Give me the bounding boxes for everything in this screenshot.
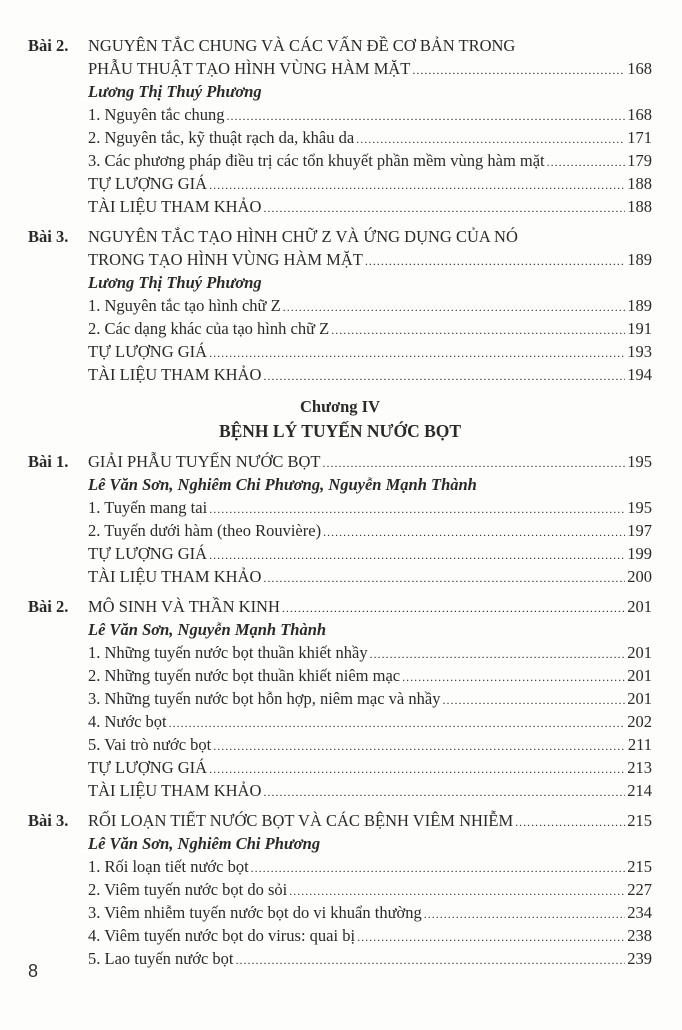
dot-leader (263, 365, 625, 388)
page-ref: 188 (627, 174, 652, 193)
page-ref: 171 (627, 128, 652, 147)
dot-leader (251, 857, 626, 880)
dot-leader (356, 128, 625, 151)
page-ref: 238 (627, 926, 652, 945)
toc-item-text[interactable]: 3. Các phương pháp điều trị các tổn khuyết phần mềm vùng hàm mặt (88, 151, 545, 170)
toc-item[interactable] (28, 294, 652, 317)
toc-item-text[interactable]: 2. Tuyến dưới hàm (theo Rouvière) (88, 521, 322, 540)
toc-item[interactable] (28, 710, 652, 733)
toc-item-text[interactable]: 1. Rối loạn tiết nước bọt (88, 857, 249, 876)
toc-item[interactable] (28, 126, 652, 149)
dot-leader (402, 666, 625, 689)
dot-leader (547, 151, 626, 174)
page-ref: 215 (627, 811, 652, 830)
lesson-title[interactable]: PHẪU THUẬT TẠO HÌNH VÙNG HÀM MẶT (88, 59, 411, 78)
page-ref: 201 (627, 666, 652, 685)
lesson-title-row[interactable] (28, 34, 652, 57)
dot-leader (289, 880, 625, 903)
lesson-title[interactable]: NGUYÊN TẮC CHUNG VÀ CÁC VẤN ĐỀ CƠ BẢN TRONG (88, 36, 516, 55)
dot-leader (209, 758, 625, 781)
toc-item-text[interactable]: 1. Nguyên tắc chung (88, 105, 225, 124)
toc-item-text[interactable]: 5. Vai trò nước bọt (88, 735, 212, 754)
page-ref: 168 (627, 105, 652, 124)
page-ref: 195 (627, 452, 652, 471)
lesson-title-row[interactable] (28, 809, 652, 832)
dot-leader (209, 174, 625, 197)
page-ref: 234 (627, 903, 652, 922)
page-ref: 199 (627, 544, 652, 563)
toc-item[interactable] (28, 901, 652, 924)
toc-item-text[interactable]: TÀI LIỆU THAM KHẢO (88, 365, 262, 384)
page-ref: 168 (627, 59, 652, 78)
lesson-label: Bài 2. (28, 36, 69, 55)
dot-leader (209, 498, 625, 521)
page-ref: 215 (627, 857, 652, 876)
dot-leader (515, 811, 625, 834)
lesson-title[interactable]: MÔ SINH VÀ THẦN KINH (88, 597, 280, 616)
dot-leader (227, 105, 626, 128)
toc-item[interactable] (28, 664, 652, 687)
lesson-authors: Lương Thị Thuý Phương (88, 273, 262, 292)
toc-item[interactable] (28, 756, 652, 779)
dot-leader (442, 689, 625, 712)
lesson-label: Bài 2. (28, 597, 69, 616)
lesson-authors: Lê Văn Sơn, Nghiêm Chi Phương, Nguyễn Mạnh Thành (88, 475, 477, 494)
page-ref: 201 (627, 597, 652, 616)
toc-item[interactable] (28, 103, 652, 126)
toc-item-text[interactable]: TỰ LƯỢNG GIÁ (88, 342, 208, 361)
toc-lesson (28, 450, 652, 588)
dot-leader (370, 643, 626, 666)
chapter-heading (28, 394, 652, 444)
toc-item[interactable] (28, 496, 652, 519)
chapter-number: Chương IV (299, 397, 381, 416)
toc-item[interactable] (28, 878, 652, 901)
dot-leader (209, 544, 625, 567)
chapter-title: BỆNH LÝ TUYẾN NƯỚC BỌT (218, 421, 462, 441)
lesson-label: Bài 3. (28, 811, 69, 830)
lesson-authors: Lê Văn Sơn, Nghiêm Chi Phương (88, 834, 321, 853)
toc-item[interactable] (28, 340, 652, 363)
lesson-title-row[interactable] (28, 248, 652, 271)
lesson-title[interactable]: RỐI LOẠN TIẾT NƯỚC BỌT VÀ CÁC BỆNH VIÊM NHIỄM (88, 811, 514, 830)
toc-item-text[interactable]: 1. Tuyến mang tai (88, 498, 208, 517)
toc-lesson (28, 809, 652, 970)
dot-leader (323, 521, 625, 544)
lesson-label: Bài 1. (28, 452, 69, 471)
toc-item-text[interactable]: TÀI LIỆU THAM KHẢO (88, 781, 262, 800)
page-ref: 202 (627, 712, 652, 731)
toc-item[interactable] (28, 542, 652, 565)
toc-lesson (28, 595, 652, 802)
lesson-label: Bài 3. (28, 227, 69, 246)
toc-item-text[interactable]: 2. Nguyên tắc, kỹ thuật rạch da, khâu da (88, 128, 355, 147)
author-row (28, 473, 652, 496)
toc-item-text[interactable]: 3. Những tuyến nước bọt hỗn hợp, niêm mạc và nhầy (88, 689, 441, 708)
page-ref: 197 (627, 521, 652, 540)
toc-item[interactable] (28, 924, 652, 947)
toc-item-text[interactable]: 1. Những tuyến nước bọt thuần khiết nhầy (88, 643, 368, 662)
page-ref: 191 (627, 319, 652, 338)
author-row (28, 271, 652, 294)
toc-item[interactable] (28, 641, 652, 664)
page-ref: 189 (627, 250, 652, 269)
lesson-authors: Lương Thị Thuý Phương (88, 82, 262, 101)
page-ref: 213 (627, 758, 652, 777)
page-ref: 201 (627, 689, 652, 708)
dot-leader (323, 452, 626, 475)
page-number: 8 (28, 961, 39, 981)
lesson-title[interactable]: GIẢI PHẪU TUYẾN NƯỚC BỌT (88, 452, 321, 471)
author-row (28, 832, 652, 855)
toc-item-text[interactable]: TÀI LIỆU THAM KHẢO (88, 567, 262, 586)
dot-leader (263, 567, 625, 590)
toc-item[interactable] (28, 565, 652, 588)
dot-leader (365, 250, 625, 273)
toc-item[interactable] (28, 519, 652, 542)
author-row (28, 618, 652, 641)
page-ref: 195 (627, 498, 652, 517)
toc-item-text[interactable]: 3. Viêm nhiễm tuyến nước bọt do vi khuẩn thường (88, 903, 422, 922)
toc-item-text[interactable]: 4. Nước bọt (88, 712, 167, 731)
toc-item[interactable] (28, 363, 652, 386)
toc-item[interactable] (28, 195, 652, 218)
table-of-contents (28, 34, 652, 977)
toc-lesson (28, 225, 652, 386)
page-ref: 189 (627, 296, 652, 315)
lesson-title-row[interactable] (28, 450, 652, 473)
dot-leader (331, 319, 625, 342)
toc-item-text[interactable]: 5. Lao tuyến nước bọt (88, 949, 234, 968)
dot-leader (236, 949, 626, 972)
dot-leader (424, 903, 625, 926)
toc-item[interactable] (28, 317, 652, 340)
lesson-title-row[interactable] (28, 595, 652, 618)
toc-item-text[interactable]: TỰ LƯỢNG GIÁ (88, 758, 208, 777)
lesson-authors: Lê Văn Sơn, Nguyễn Mạnh Thành (88, 620, 327, 639)
dot-leader (283, 296, 626, 319)
page-ref: 239 (627, 949, 652, 968)
page-ref: 227 (627, 880, 652, 899)
toc-lesson (28, 34, 652, 218)
dot-leader (169, 712, 626, 735)
page-ref: 200 (627, 567, 652, 586)
toc-item[interactable] (28, 855, 652, 878)
page-ref: 194 (627, 365, 652, 384)
dot-leader (263, 781, 625, 804)
toc-item-text[interactable]: 2. Các dạng khác của tạo hình chữ Z (88, 319, 330, 338)
toc-item-text[interactable]: 2. Viêm tuyến nước bọt do sỏi (88, 880, 288, 899)
toc-item-text[interactable]: TỰ LƯỢNG GIÁ (88, 544, 208, 563)
page-ref: 188 (627, 197, 652, 216)
page-ref: 179 (627, 151, 652, 170)
dot-leader (282, 597, 625, 620)
dot-leader (412, 59, 625, 82)
toc-item-text[interactable]: 2. Những tuyến nước bọt thuần khiết niêm mạc (88, 666, 401, 685)
page-ref: 214 (627, 781, 652, 800)
dot-leader (357, 926, 625, 949)
toc-item-text[interactable]: TỰ LƯỢNG GIÁ (88, 174, 208, 193)
page-ref: 193 (627, 342, 652, 361)
page-ref: 211 (627, 735, 652, 754)
lesson-title-row[interactable] (28, 225, 652, 248)
page-ref: 201 (627, 643, 652, 662)
toc-item-text[interactable]: 4. Viêm tuyến nước bọt do virus: quai bị (88, 926, 356, 945)
toc-item[interactable] (28, 172, 652, 195)
toc-item[interactable] (28, 947, 652, 970)
dot-leader (213, 735, 626, 758)
lesson-title[interactable]: TRONG TẠO HÌNH VÙNG HÀM MẶT (88, 250, 363, 269)
toc-item[interactable] (28, 687, 652, 710)
toc-item[interactable] (28, 149, 652, 172)
lesson-title-row[interactable] (28, 57, 652, 80)
dot-leader (263, 197, 625, 220)
toc-item-text[interactable]: 1. Nguyên tắc tạo hình chữ Z (88, 296, 281, 315)
dot-leader (209, 342, 625, 365)
lesson-title[interactable]: NGUYÊN TẮC TẠO HÌNH CHỮ Z VÀ ỨNG DỤNG CỦA NÓ (88, 227, 518, 246)
toc-item[interactable] (28, 733, 652, 756)
toc-item[interactable] (28, 779, 652, 802)
author-row (28, 80, 652, 103)
toc-item-text[interactable]: TÀI LIỆU THAM KHẢO (88, 197, 262, 216)
